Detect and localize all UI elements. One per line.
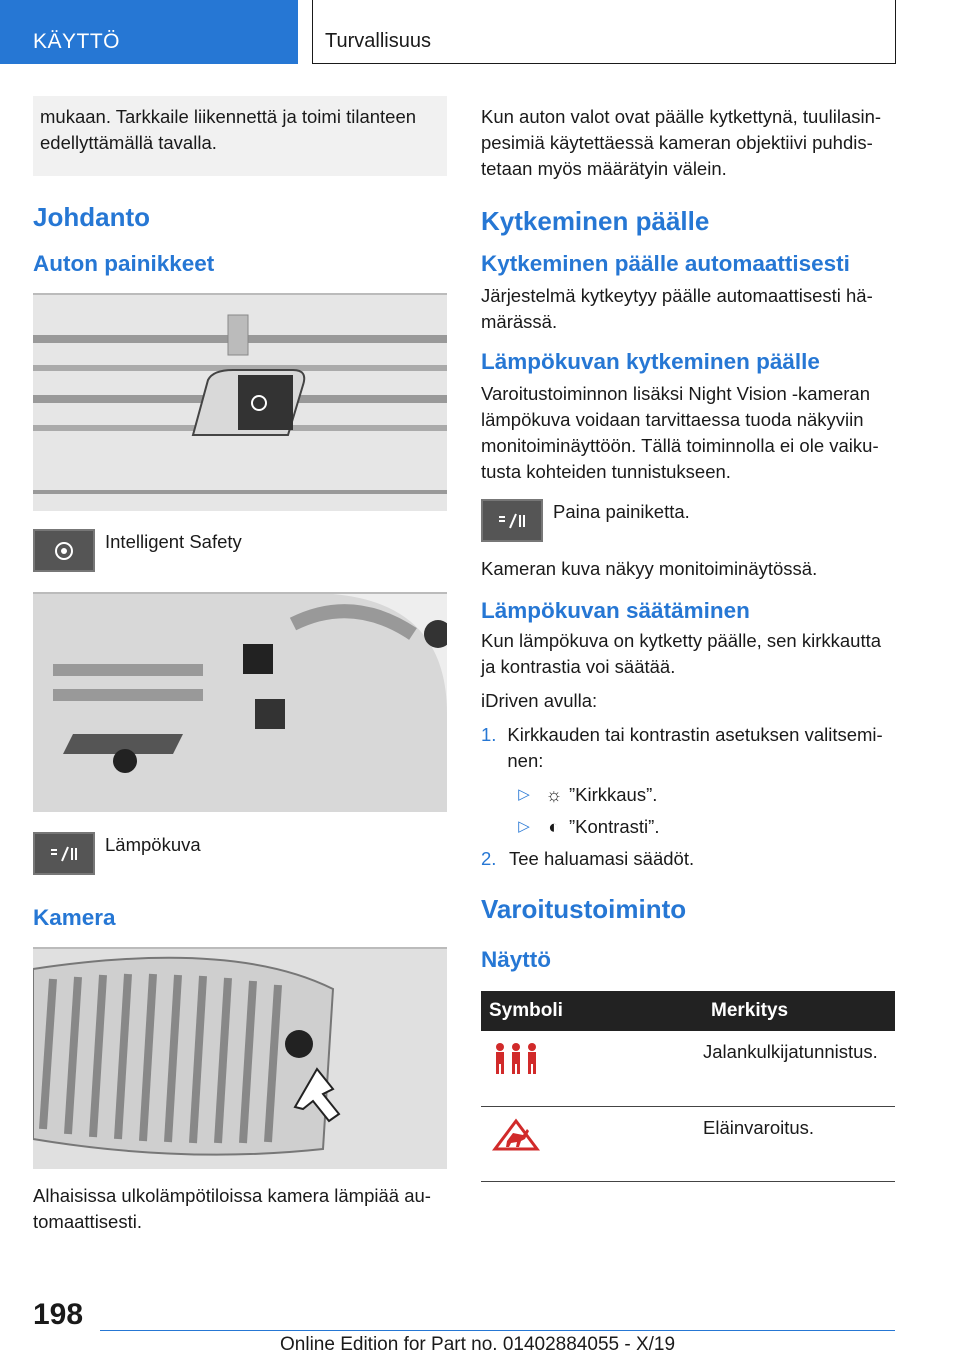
auto-text: Järjestelmä kytkeytyy päälle automaattisesti hä-märässä. [481, 285, 873, 332]
view-text: Kameran kuva näkyy monitoiminäytössä. [481, 558, 818, 579]
heading-kamera: Kamera [33, 905, 116, 930]
camera-description: Alhaisissa ulkolämpötiloissa kamera lämpiää au-tomaattisesti. [33, 1185, 431, 1232]
camera-location-illustration [33, 947, 447, 1169]
contrast-icon: ◐ [548, 816, 560, 837]
page-number: 198 [33, 1298, 84, 1331]
intelligent-safety-icon [33, 529, 95, 572]
table-cell-meaning: Jalankulkijatunnistus. [703, 1031, 895, 1106]
list-item [509, 814, 895, 840]
heading-lampokuva: Lämpökuvan kytkeminen päälle [481, 349, 820, 374]
thermal-image-icon [481, 499, 543, 542]
step-text: Tee haluamasi säädöt. [509, 848, 695, 869]
sub-option-text: ”Kontrasti”. [569, 816, 660, 837]
thermal-image-icon [33, 832, 95, 875]
step-number: 1. [481, 724, 497, 745]
heading-automaattisesti: Kytkeminen päälle automaattisesti [481, 251, 850, 276]
idrive-text: iDriven avulla: [481, 690, 598, 711]
lampokuva-text: Varoitustoiminnon lisäksi Night Vision -kameran lämpökuva voidaan tarvittaessa tuoda näkyviin monitoiminäyttöön. Tällä toiminnolla ei ole vaiku-tusta kohteiden tunnistukseen. [481, 383, 879, 482]
saato-text: Kun lämpökuva on kytketty päälle, sen kirkkautta ja kontrastia voi säätää. [481, 630, 882, 677]
thermal-image-label: Lämpökuva [105, 834, 201, 855]
heading-auton-painikkeet: Auton painikkeet [33, 251, 215, 276]
triangle-bullet-icon: ▷ [518, 818, 530, 835]
symbol-table [481, 991, 895, 1182]
heading-kytkeminen: Kytkeminen päälle [481, 206, 710, 236]
heading-naytto: Näyttö [481, 947, 552, 972]
list-item [481, 722, 895, 774]
left-column [33, 96, 447, 1235]
heading-varoitustoiminto: Varoitustoiminto [481, 894, 687, 924]
section-tab: KÄYTTÖ [0, 0, 298, 64]
heading-saataminen: Lämpökuvan säätäminen [481, 598, 750, 623]
table-row [481, 1031, 895, 1106]
triangle-bullet-icon: ▷ [518, 786, 530, 803]
footer-divider [100, 1330, 895, 1331]
intro-text: Kun auton valot ovat päälle kytkettynä, tuulilasin-pesimiä käytettäessä kameran objektiivi puhdis-tetaan myös määrätyin välein. [481, 106, 882, 179]
heading-johdanto: Johdanto [33, 202, 150, 232]
table-cell-meaning: Eläinvaroitus. [703, 1106, 895, 1181]
intelligent-safety-label: Intelligent Safety [105, 531, 242, 552]
steering-wheel-illustration [33, 592, 447, 812]
edition-text: Online Edition for Part no. 01402884055 - X/19 [280, 1334, 676, 1355]
page-title: Turvallisuus [312, 0, 896, 64]
animal-warning-icon [481, 1106, 703, 1181]
press-button-text: Paina painiketta. [553, 501, 690, 522]
list-item [509, 782, 895, 808]
table-header-meaning: Merkitys [703, 991, 895, 1031]
right-column [481, 96, 895, 1182]
table-row [481, 1106, 895, 1181]
brightness-icon: ☼ [545, 784, 563, 805]
pedestrian-warning-icon [481, 1031, 703, 1106]
sub-option-text: ”Kirkkaus”. [569, 784, 658, 805]
table-header-symbol: Symboli [481, 991, 703, 1031]
button-panel-illustration [33, 293, 447, 511]
warning-note-text: mukaan. Tarkkaile liikennettä ja toimi tilanteen edellyttämällä tavalla. [33, 96, 447, 176]
step-text: Kirkkauden tai kontrastin asetuksen valitsemi-nen: [507, 724, 883, 771]
step-number: 2. [481, 848, 497, 869]
list-item [481, 846, 895, 872]
